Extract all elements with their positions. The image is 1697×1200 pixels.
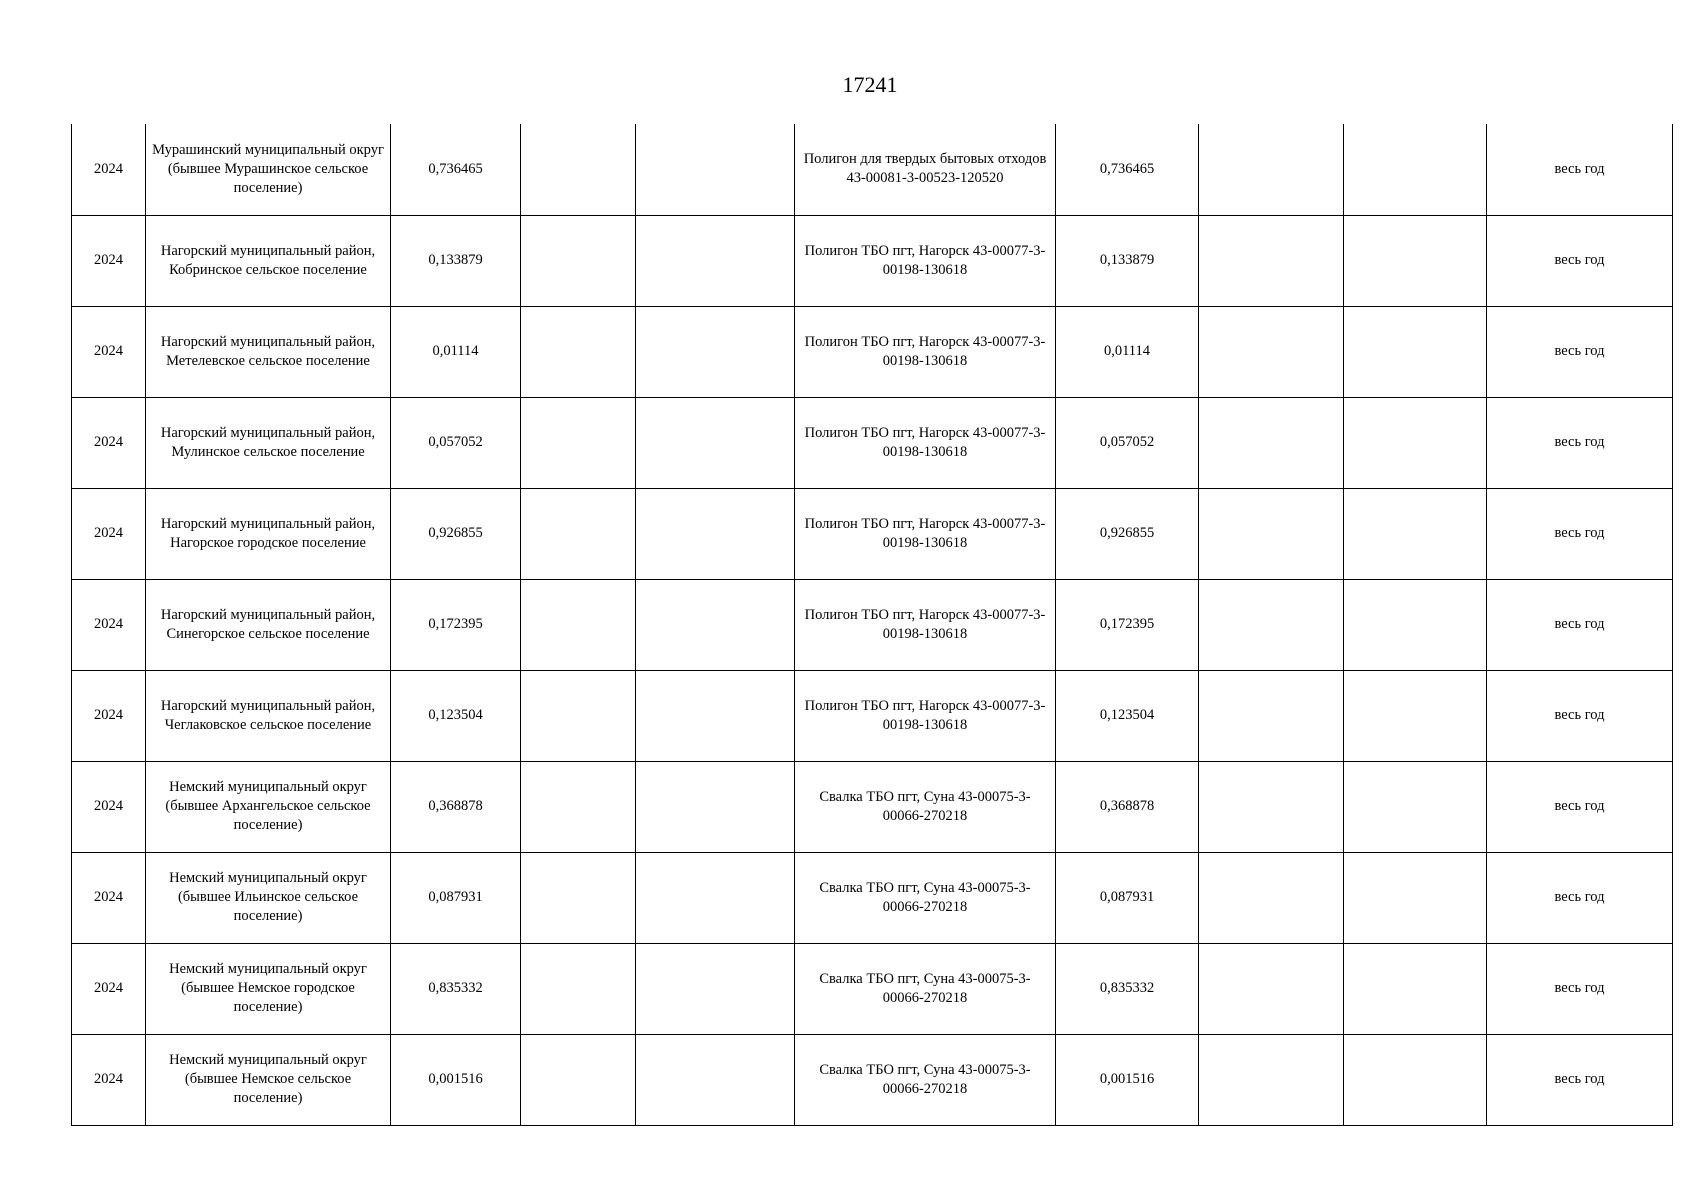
period-cell: весь год	[1487, 1034, 1673, 1125]
empty-cell	[521, 397, 636, 488]
amount-cell: 0,001516	[391, 1034, 521, 1125]
empty-cell	[636, 397, 795, 488]
empty-cell	[1199, 670, 1344, 761]
facility-amount-cell: 0,01114	[1056, 306, 1199, 397]
facility-cell: Полигон ТБО пгт, Нагорск 43-00077-3-00198-130618	[795, 306, 1056, 397]
empty-cell	[1199, 852, 1344, 943]
facility-cell: Свалка ТБО пгт, Суна 43-00075-3-00066-270218	[795, 852, 1056, 943]
facility-cell: Полигон ТБО пгт, Нагорск 43-00077-3-00198-130618	[795, 579, 1056, 670]
empty-cell	[636, 761, 795, 852]
page-number: 17241	[842, 72, 898, 97]
empty-cell	[636, 215, 795, 306]
year-cell: 2024	[72, 124, 146, 215]
period-cell: весь год	[1487, 852, 1673, 943]
table-row	[72, 670, 1673, 761]
period-cell: весь год	[1487, 397, 1673, 488]
empty-cell	[636, 670, 795, 761]
empty-cell	[521, 579, 636, 670]
empty-cell	[521, 943, 636, 1034]
facility-amount-cell: 0,835332	[1056, 943, 1199, 1034]
year-cell: 2024	[72, 215, 146, 306]
territory-cell: Нагорский муниципальный район, Синегорское сельское поселение	[146, 579, 391, 670]
facility-amount-cell: 0,926855	[1056, 488, 1199, 579]
table-row	[72, 397, 1673, 488]
facility-cell: Полигон ТБО пгт, Нагорск 43-00077-3-00198-130618	[795, 670, 1056, 761]
year-cell: 2024	[72, 852, 146, 943]
empty-cell	[636, 852, 795, 943]
period-cell: весь год	[1487, 943, 1673, 1034]
territory-cell: Немский муниципальный округ (бывшее Архангельское сельское поселение)	[146, 761, 391, 852]
facility-cell: Свалка ТБО пгт, Суна 43-00075-3-00066-270218	[795, 761, 1056, 852]
territory-cell: Нагорский муниципальный район, Мулинское сельское поселение	[146, 397, 391, 488]
amount-cell: 0,926855	[391, 488, 521, 579]
amount-cell: 0,736465	[391, 124, 521, 215]
period-cell: весь год	[1487, 579, 1673, 670]
territory-cell: Немский муниципальный округ (бывшее Ильинское сельское поселение)	[146, 852, 391, 943]
empty-cell	[1199, 579, 1344, 670]
empty-cell	[1199, 397, 1344, 488]
facility-amount-cell: 0,172395	[1056, 579, 1199, 670]
empty-cell	[636, 1034, 795, 1125]
table-row	[72, 761, 1673, 852]
table-body	[72, 124, 1673, 1125]
year-cell: 2024	[72, 1034, 146, 1125]
territory-cell: Нагорский муниципальный район, Кобринское сельское поселение	[146, 215, 391, 306]
amount-cell: 0,172395	[391, 579, 521, 670]
year-cell: 2024	[72, 397, 146, 488]
empty-cell	[1344, 579, 1487, 670]
empty-cell	[636, 943, 795, 1034]
table-row	[72, 1034, 1673, 1125]
amount-cell: 0,133879	[391, 215, 521, 306]
empty-cell	[521, 670, 636, 761]
empty-cell	[1344, 943, 1487, 1034]
empty-cell	[636, 306, 795, 397]
empty-cell	[636, 124, 795, 215]
empty-cell	[1344, 670, 1487, 761]
empty-cell	[521, 761, 636, 852]
facility-cell: Полигон для твердых бытовых отходов 43-00081-3-00523-120520	[795, 124, 1056, 215]
facility-amount-cell: 0,123504	[1056, 670, 1199, 761]
territory-cell: Немский муниципальный округ (бывшее Немское сельское поселение)	[146, 1034, 391, 1125]
empty-cell	[521, 1034, 636, 1125]
empty-cell	[1344, 124, 1487, 215]
facility-cell: Полигон ТБО пгт, Нагорск 43-00077-3-00198-130618	[795, 488, 1056, 579]
table-row	[72, 306, 1673, 397]
facility-cell: Полигон ТБО пгт, Нагорск 43-00077-3-00198-130618	[795, 397, 1056, 488]
period-cell: весь год	[1487, 124, 1673, 215]
empty-cell	[1344, 1034, 1487, 1125]
facility-cell: Полигон ТБО пгт, Нагорск 43-00077-3-00198-130618	[795, 215, 1056, 306]
empty-cell	[521, 488, 636, 579]
amount-cell: 0,057052	[391, 397, 521, 488]
period-cell: весь год	[1487, 306, 1673, 397]
empty-cell	[1199, 306, 1344, 397]
empty-cell	[1344, 397, 1487, 488]
empty-cell	[1199, 1034, 1344, 1125]
period-cell: весь год	[1487, 488, 1673, 579]
empty-cell	[1199, 943, 1344, 1034]
year-cell: 2024	[72, 943, 146, 1034]
amount-cell: 0,01114	[391, 306, 521, 397]
amount-cell: 0,368878	[391, 761, 521, 852]
empty-cell	[1199, 761, 1344, 852]
table-row	[72, 215, 1673, 306]
empty-cell	[1344, 215, 1487, 306]
empty-cell	[1344, 306, 1487, 397]
empty-cell	[521, 124, 636, 215]
year-cell: 2024	[72, 306, 146, 397]
year-cell: 2024	[72, 761, 146, 852]
period-cell: весь год	[1487, 215, 1673, 306]
year-cell: 2024	[72, 579, 146, 670]
table-row	[72, 124, 1673, 215]
facility-amount-cell: 0,368878	[1056, 761, 1199, 852]
table-row	[72, 488, 1673, 579]
amount-cell: 0,123504	[391, 670, 521, 761]
empty-cell	[1344, 761, 1487, 852]
empty-cell	[521, 215, 636, 306]
facility-amount-cell: 0,001516	[1056, 1034, 1199, 1125]
territory-cell: Нагорский муниципальный район, Метелевское сельское поселение	[146, 306, 391, 397]
empty-cell	[636, 488, 795, 579]
territory-cell: Немский муниципальный округ (бывшее Немское городское поселение)	[146, 943, 391, 1034]
territory-cell: Мурашинский муниципальный округ (бывшее Мурашинское сельское поселение)	[146, 124, 391, 215]
empty-cell	[1199, 124, 1344, 215]
territory-cell: Нагорский муниципальный район, Чеглаковское сельское поселение	[146, 670, 391, 761]
territory-cell: Нагорский муниципальный район, Нагорское городское поселение	[146, 488, 391, 579]
table-row	[72, 579, 1673, 670]
empty-cell	[1344, 852, 1487, 943]
amount-cell: 0,835332	[391, 943, 521, 1034]
amount-cell: 0,087931	[391, 852, 521, 943]
facility-amount-cell: 0,087931	[1056, 852, 1199, 943]
data-table	[71, 124, 1673, 1126]
year-cell: 2024	[72, 670, 146, 761]
empty-cell	[1199, 488, 1344, 579]
facility-cell: Свалка ТБО пгт, Суна 43-00075-3-00066-270218	[795, 943, 1056, 1034]
facility-cell: Свалка ТБО пгт, Суна 43-00075-3-00066-270218	[795, 1034, 1056, 1125]
facility-amount-cell: 0,133879	[1056, 215, 1199, 306]
year-cell: 2024	[72, 488, 146, 579]
period-cell: весь год	[1487, 670, 1673, 761]
facility-amount-cell: 0,736465	[1056, 124, 1199, 215]
table-row	[72, 852, 1673, 943]
empty-cell	[521, 306, 636, 397]
period-cell: весь год	[1487, 761, 1673, 852]
empty-cell	[521, 852, 636, 943]
facility-amount-cell: 0,057052	[1056, 397, 1199, 488]
table-row	[72, 943, 1673, 1034]
empty-cell	[1344, 488, 1487, 579]
empty-cell	[1199, 215, 1344, 306]
empty-cell	[636, 579, 795, 670]
